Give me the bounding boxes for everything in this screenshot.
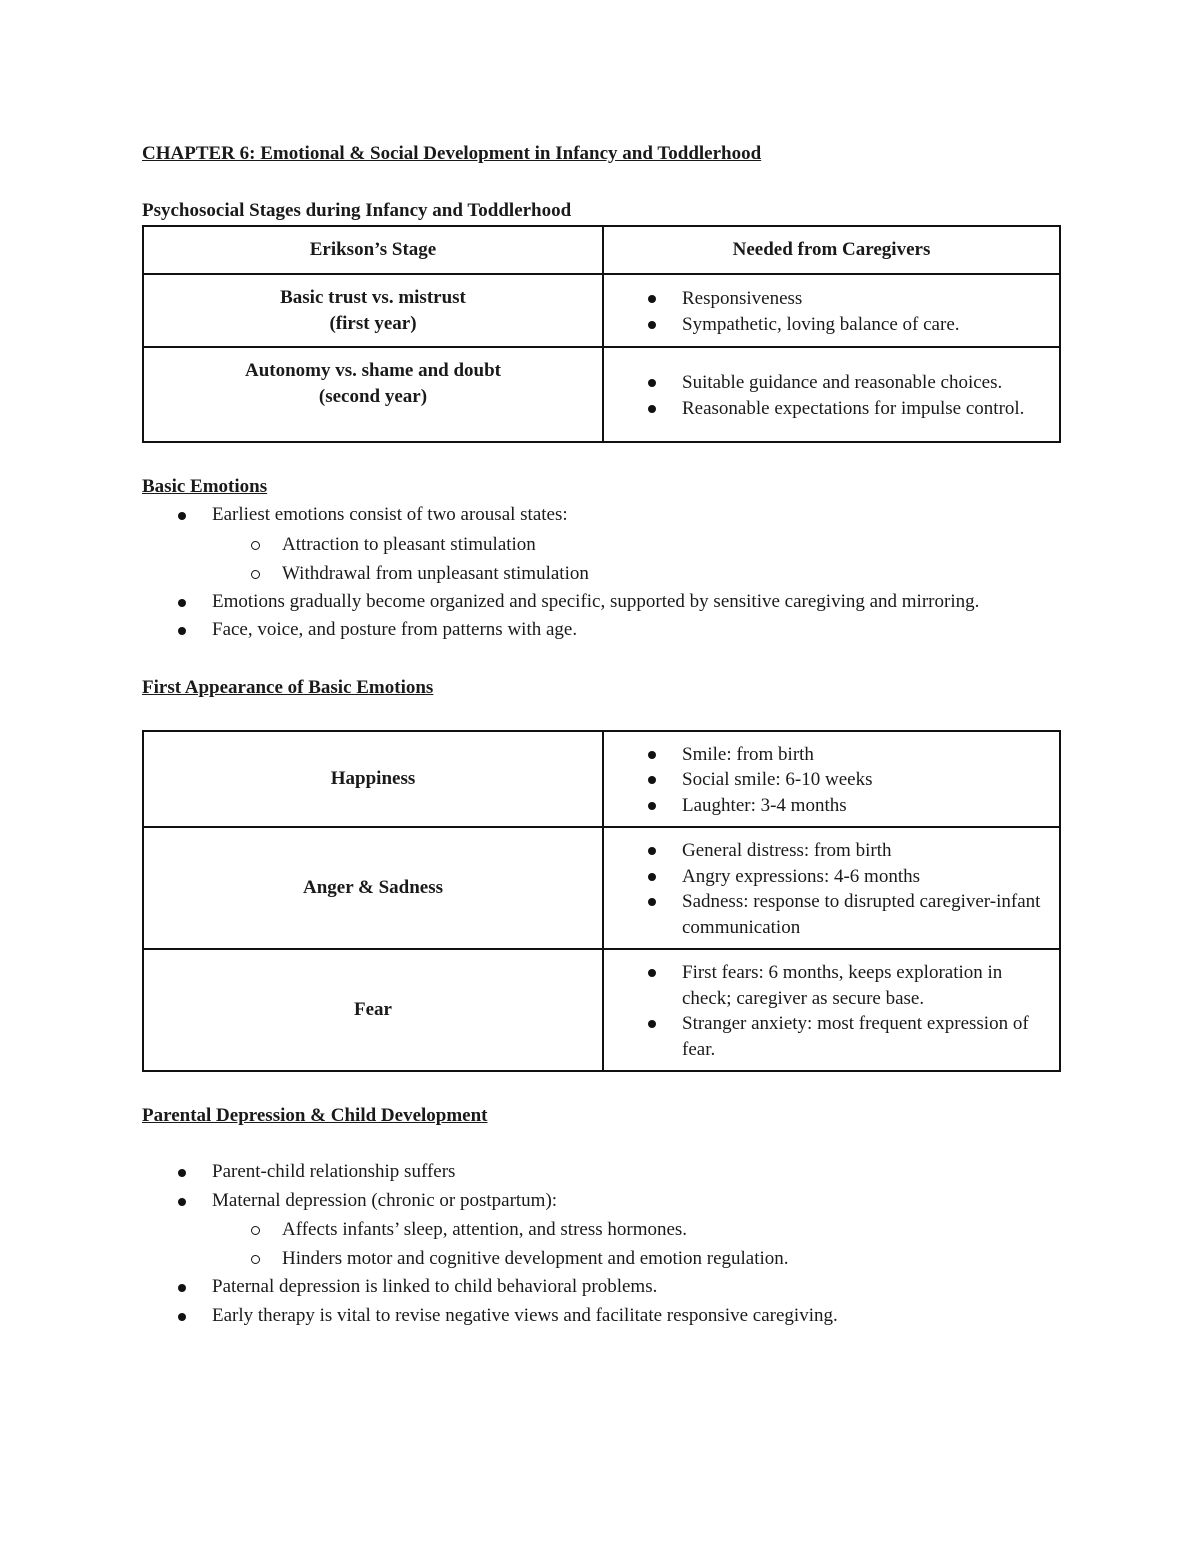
needs-cell [603,347,1060,442]
list-item: Stranger anxiety: most frequent expression of fear. [644,1011,1045,1062]
list-item: Sympathetic, loving balance of care. [644,312,1045,338]
stage-period: (second year) [318,385,428,407]
sub-list-item: Affects infants’ sleep, attention, and stress hormones. [142,1215,1062,1244]
list-item-text: Earliest emotions consist of two arousal states: [212,504,568,525]
table-row [143,827,1060,949]
emotion-timeline-list [644,960,1045,1062]
table-row [143,731,1060,828]
stage-cell [143,274,603,347]
list-item [142,501,1062,588]
list-item: General distress: from birth [644,838,1045,864]
psychosocial-table [142,225,1061,443]
column-header-stage: Erikson’s Stage [143,226,603,274]
first-appearance-heading: First Appearance of Basic Emotions [142,676,434,698]
chapter-title [142,140,1062,168]
stage-name: Autonomy vs. shame and doubt [244,360,502,381]
list-item [142,1187,1062,1274]
emotion-timeline-list [644,742,1045,819]
parental-depression-heading: Parental Depression & Child Development [142,1105,488,1126]
psychosocial-heading: Psychosocial Stages during Infancy and Toddlerhood [142,200,572,221]
table-row [143,949,1060,1071]
parental-depression-list [142,1158,1062,1330]
basic-emotions-heading: Basic Emotions [142,476,268,497]
list-item: Smile: from birth [644,742,1045,768]
list-item-text: Maternal depression (chronic or postpartum): [212,1189,558,1211]
list-item: Face, voice, and posture from patterns with age. [142,616,1062,645]
table-row [143,274,1060,347]
emotion-cell: Fear [143,949,603,1071]
list-item: Laughter: 3-4 months [644,793,1045,819]
table-row [143,347,1060,442]
stage-name: Basic trust vs. mistrust [280,287,466,308]
needs-cell [603,274,1060,347]
emotion-timeline-cell [603,731,1060,828]
first-appearance-table [142,730,1061,1073]
list-item: Paternal depression is linked to child behavioral problems. [142,1273,1062,1302]
sub-list-item: Attraction to pleasant stimulation [142,530,1062,559]
basic-emotions-list [142,501,1062,645]
sub-list [142,1215,1062,1273]
list-item: First fears: 6 months, keeps exploration in check; caregiver as secure base. [644,960,1045,1011]
emotion-cell: Anger & Sadness [143,827,603,949]
table-header-row [143,226,1060,274]
list-item: Sadness: response to disrupted caregiver-infant communication [644,889,1045,940]
list-item: Angry expressions: 4-6 months [644,864,1045,890]
sub-list-item: Hinders motor and cognitive development and emotion regulation. [142,1244,1062,1273]
needs-list [644,370,1045,421]
list-item: Parent-child relationship suffers [142,1158,1062,1187]
stage-cell [143,347,603,442]
emotion-timeline-cell [603,827,1060,949]
chapter-title-text: CHAPTER 6: Emotional & Social Development in Infancy and Toddlerhood [142,143,762,164]
list-item: Early therapy is vital to revise negative views and facilitate responsive caregiving. [142,1302,1062,1331]
emotion-cell: Happiness [143,731,603,828]
column-header-needed: Needed from Caregivers [603,226,1060,274]
emotion-timeline-cell [603,949,1060,1071]
list-item: Reasonable expectations for impulse control. [644,396,1045,422]
stage-period: (first year) [329,312,417,334]
document-page [142,140,1062,1330]
sub-list-item: Withdrawal from unpleasant stimulation [142,559,1062,588]
emotion-timeline-list [644,838,1045,940]
needs-list [644,286,1045,337]
list-item: Social smile: 6-10 weeks [644,767,1045,793]
sub-list [142,530,1062,588]
list-item: Suitable guidance and reasonable choices. [644,370,1045,396]
list-item: Emotions gradually become organized and specific, supported by sensitive caregiving and mirroring. [142,588,1062,617]
list-item: Responsiveness [644,286,1045,312]
